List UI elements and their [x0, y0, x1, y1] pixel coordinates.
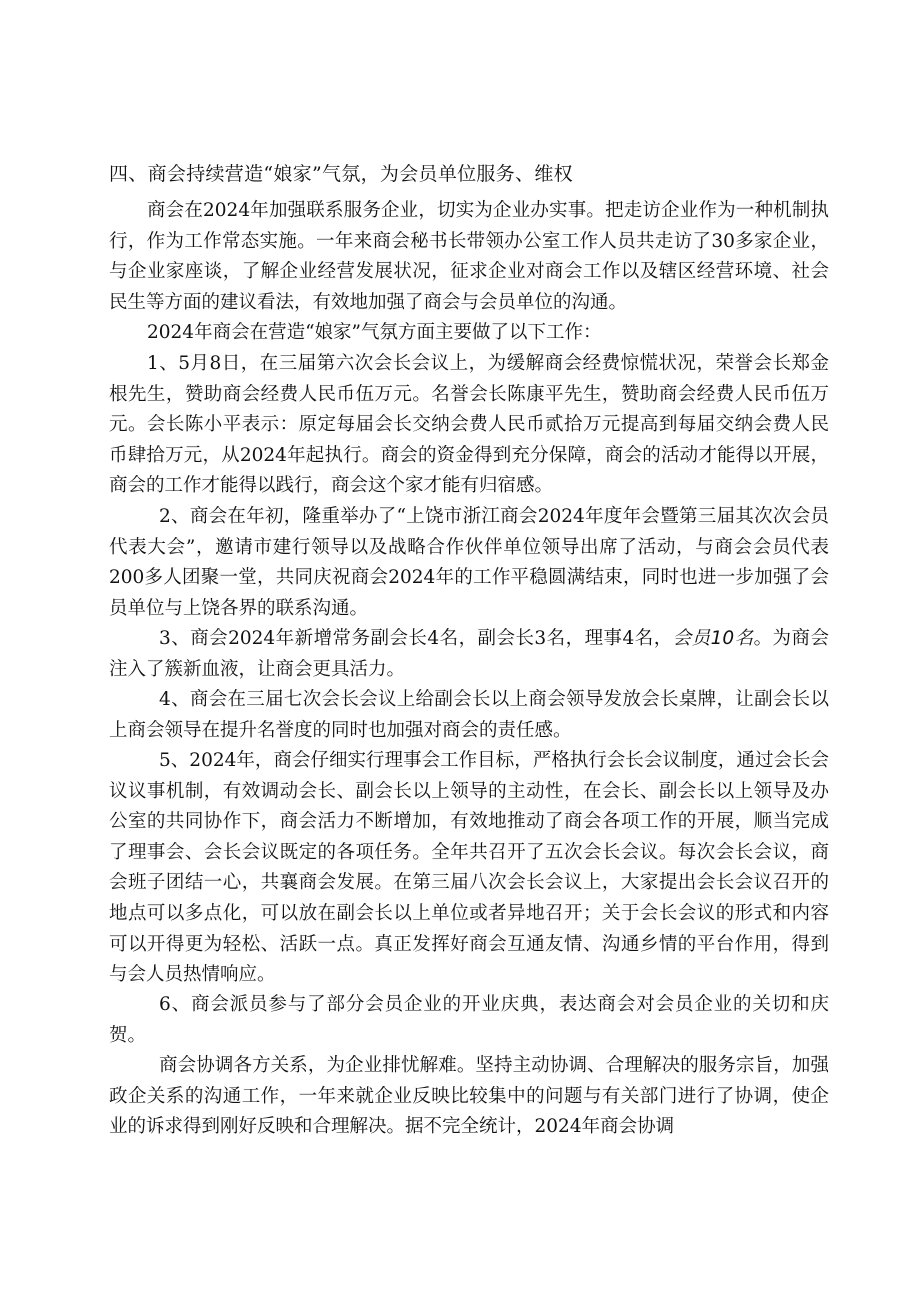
paragraph-coordination: 商会协调各方关系，为企业排忧解难。坚持主动协调、合理解决的服务宗旨，加强政企关系的沟通工作，一年来就企业反映比较集中的问题与有关部门进行了协调，使企业的诉求得到刚好反映和合理解决。据不完全统计，2024年商会协调 — [109, 1055, 829, 1138]
paragraph-work-intro: 2024年商会在营造“娘家”气氛方面主要做了以下工作： — [147, 322, 602, 343]
item-3-emphasis: 会员10名 — [672, 628, 754, 649]
paragraph-visits: 商会在2024年加强联系服务企业，切实为企业办实事。把走访企业作为一种机制执行，作为工作常态实施。一年来商会秘书长带领办公室工作人员共走访了30多家企业，与企业家座谈，了解企业经营发展状况，征求企业对商会工作以及辖区经营环境、社会民生等方面的建议看法，有效地加强了商会与会员单位的沟通。 — [109, 200, 829, 313]
paragraph-item-4: 4、商会在三届七次会长会议上给副会长以上商会领导发放会长桌牌，让副会长以上商会领导在提升名誉度的同时也加强对商会的责任感。 — [109, 689, 829, 741]
item-3-text-end: 。为商会注入了簇新血液，让商会更具活力。 — [109, 628, 829, 680]
paragraph-item-2: 2、商会在年初，隆重举办了“上饶市浙江商会2024年度年会暨第三届其次次会员代表大会”，邀请市建行领导以及战略合作伙伴单位领导出席了活动，与商会会员代表200多人团聚一堂，共同庆祝商会2024年的工作平稳圆满结束，同时也进一步加强了会员单位与上饶各界的联系沟通。 — [109, 506, 829, 619]
paragraph-item-3 — [109, 624, 829, 685]
paragraph-item-1: 1、5月8日，在三届第六次会长会议上，为缓解商会经费惊慌状况，荣誉会长郑金根先生，赞助商会经费人民币伍万元。名誉会长陈康平先生，赞助商会经费人民币伍万元。会长陈小平表示：原定每届会长交纳会费人民币贰拾万元提高到每届交纳会费人民币肆拾万元，从2024年起执行。商会的资金得到充分保障，商会的活动才能得以开展，商会的工作才能得以践行，商会这个家才能有归宿感。 — [109, 353, 829, 497]
paragraph-item-5: 5、2024年，商会仔细实行理事会工作目标，严格执行会长会议制度，通过会长会议议事机制，有效调动会长、副会长以上领导的主动性，在会长、副会长以上领导及办公室的共同协作下，商会活力不断增加，有效地推动了商会各项工作的开展，顺当完成了理事会、会长会议既定的各项任务。全年共召开了五次会长会议。每次会长会议，商会班子团结一心，共襄商会发展。在第三届八次会长会议上，大家提出会长会议召开的地点可以多点化，可以放在副会长以上单位或者异地召开；关于会长会议的形式和内容可以开得更为轻松、活跃一点。真正发挥好商会互通友情、沟通乡情的平台作用，得到与会人员热情响应。 — [109, 750, 829, 986]
paragraph-item-6: 6、商会派员参与了部分会员企业的开业庆典，表达商会对会员企业的关切和庆贺。 — [109, 994, 829, 1046]
item-3-text-start: 3、商会2024年新增常务副会长4名，副会长3名，理事4名， — [159, 628, 673, 649]
section-heading: 四、商会持续营造“娘家”气氛，为会员单位服务、维权 — [109, 163, 573, 185]
